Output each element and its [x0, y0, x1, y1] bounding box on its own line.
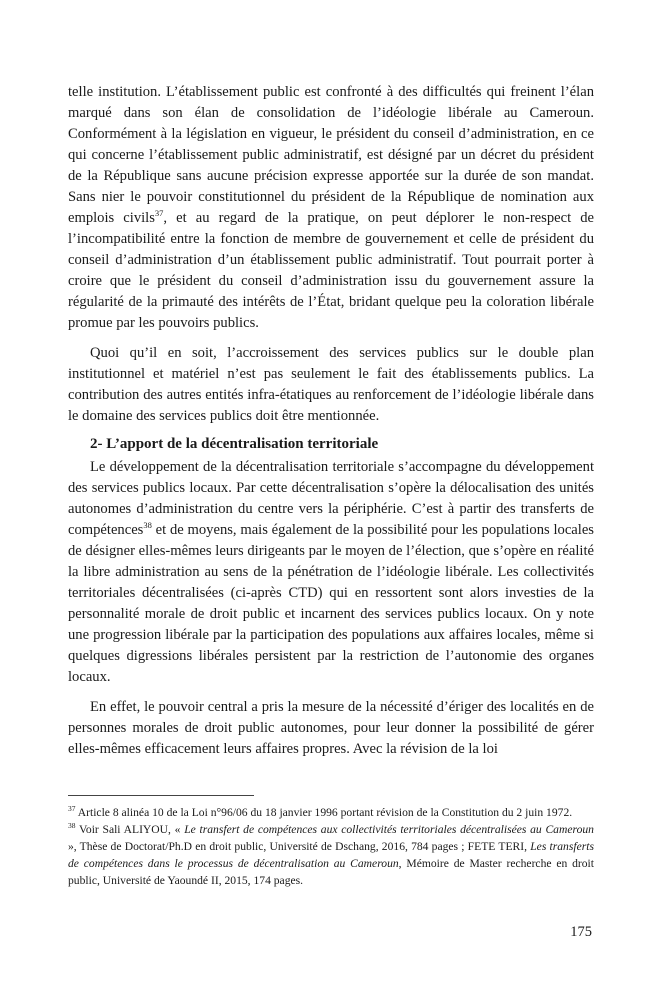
footnote-38-number: 38	[68, 821, 76, 831]
footnote-38-title1: Le transfert de compétences aux collectivités territoriales décentralisées au Cameroun	[184, 823, 594, 836]
footnote-ref-38: 38	[143, 520, 152, 531]
footnotes	[68, 795, 594, 889]
footnote-ref-37: 37	[154, 208, 164, 219]
footnote-38-part1: Voir Sali ALIYOU, «	[75, 823, 185, 836]
footnote-38-title2: Les transferts de compétences dans le processus de décentralisation au Cameroun	[68, 840, 594, 870]
paragraph-1	[68, 82, 594, 334]
footnote-38-part3: , Mémoire de Master recherche en droit public, Université de Yaoundé II, 2015, 174 pages.	[68, 857, 594, 887]
section-heading: 2- L’apport de la décentralisation territoriale	[90, 436, 379, 452]
footnote-37	[68, 804, 594, 821]
footnote-37-number: 37	[68, 804, 76, 814]
footnote-37-text: Article 8 alinéa 10 de la Loi n°96/06 du 18 janvier 1996 portant révision de la Constitution du 2 juin 1972.	[75, 806, 573, 819]
paragraph-3-text-b: et de moyens, mais également de la possibilité pour les populations locales de désigner elles-mêmes leurs dirigeants par le moyen de l’élection, que s’opère en réalité la libre administration au sens de la pénétration de l’idéologie libérale. Les collectivités territoriales décentralisées (ci-après CTD) qui en ressortent sont alors investies de la personnalité morale de droit public et incarnent des services publics locaux. On y note une progression libérale par la participation des populations aux affaires locales, même si quelques digressions libérales persistent par la restriction de l’autonomie des organes locaux.	[68, 522, 594, 685]
page-body	[68, 82, 594, 760]
paragraph-1-text-b: , et au regard de la pratique, on peut déplorer le non-respect de l’incompatibilité entre la fonction de membre de gouvernement et celle de président du conseil d’administration d’un établissement public administratif. Tout pourrait porter à croire que le président du conseil d’administration issu du gouvernement assure la régularité de la primauté des intérêts de l’État, bridant quelque peu la coloration libérale promue par les pouvoirs publics.	[68, 210, 594, 331]
footnote-separator	[68, 795, 254, 796]
page-number: 175	[570, 924, 592, 940]
footnote-38	[68, 821, 594, 889]
paragraph-1-text-a: telle institution. L’établissement public est confronté à des difficultés qui freinent l’élan marqué dans son élan de consolidation de l’idéologie libérale au Cameroun. Conformément à la législation en vigueur, le président du conseil d’administration, en ce qui concerne l’établissement public administratif, est désigné par un décret du président de la République sans aucune précision expresse apportée sur la durée de son mandat. Sans nier le pouvoir constitutionnel du président de la République de nomination aux emplois civils	[68, 84, 594, 226]
paragraph-3-text-a: Le développement de la décentralisation territoriale s’accompagne du développement des services publics locaux. Par cette décentralisation s’opère la délocalisation des unités autonomes d’administration du centre vers la périphérie. C’est à partir des transferts de compétences	[68, 459, 594, 538]
paragraph-3	[68, 457, 594, 688]
paragraph-4: En effet, le pouvoir central a pris la mesure de la nécessité d’ériger des localités en de personnes morales de droit public autonomes, pour leur donner la possibilité de gérer elles-mêmes efficacement leurs affaires propres. Avec la révision de la loi	[68, 699, 594, 757]
paragraph-2: Quoi qu’il en soit, l’accroissement des services publics sur le double plan institutionnel et matériel n’est pas seulement le fait des établissements publics. La contribution des autres entités infra-étatiques au renforcement de l’idéologie libérale dans le domaine des services publics doit être mentionnée.	[68, 345, 594, 424]
footnote-38-part2: », Thèse de Doctorat/Ph.D en droit public, Université de Dschang, 2016, 784 pages ; FETE TERI,	[68, 840, 531, 853]
